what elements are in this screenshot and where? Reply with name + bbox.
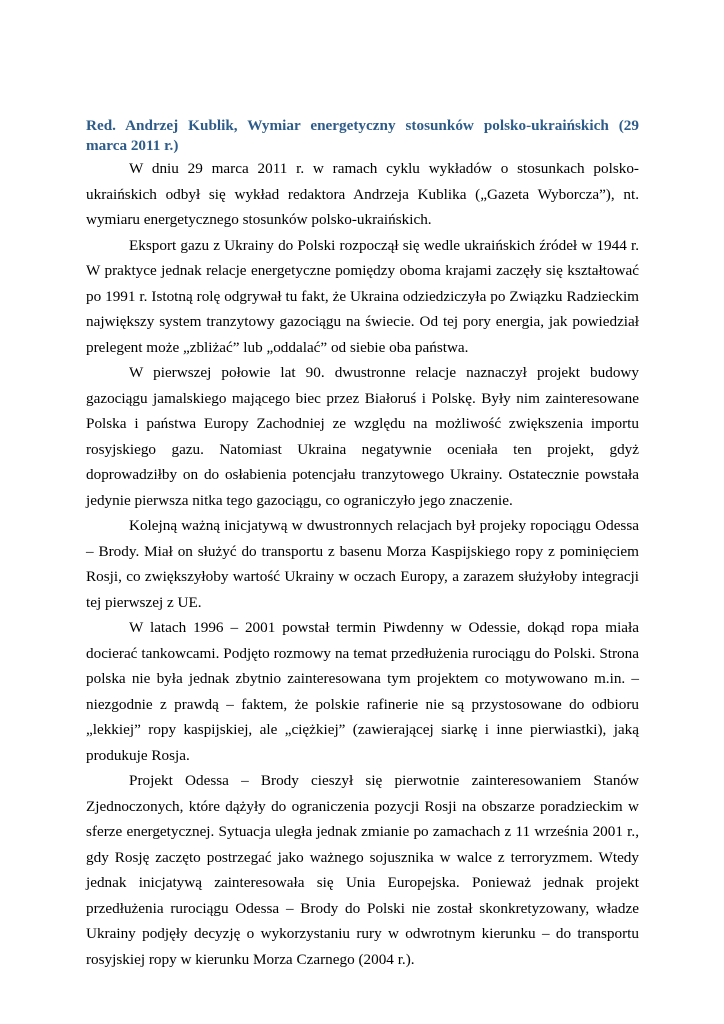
paragraph-lecture-intro: W dniu 29 marca 2011 r. w ramach cyklu wykładów o stosunkach polsko-ukraińskich odbył się wykład redaktora Andrzeja Kublika („Gazeta Wyborcza”), nt. wymiaru energetycznego stosunków polsko-ukraińskich. <box>86 160 639 228</box>
paragraph-odessa-brody: Kolejną ważną inicjatywą w dwustronnych relacjach był projeky ropociągu Odessa – Brody. Miał on służyć do transportu z basenu Morza Kaspijskiego ropy z pominięciem Rosji, co zwiększyłoby wartość Ukrainy w oczach Europy, a zarazem służyłoby integracji tej pierwszej z UE. <box>86 517 639 611</box>
paragraph-gas-export: Eksport gazu z Ukrainy do Polski rozpoczął się wedle ukraińskich źródeł w 1944 r. W praktyce jednak relacje energetyczne pomiędzy oboma krajami zaczęły się kształtować po 1991 r. Istotną rolę odgrywał tu fakt, że Ukraina odziedziczyła po Związku Radzieckim największy system tranzytowy gazociągu na świecie. Od tej pory energia, jak powiedział prelegent może „zbliżać” lub „oddalać” od siebie oba państwa. <box>86 236 639 356</box>
document-heading: Red. Andrzej Kublik, Wymiar energetyczny stosunków polsko-ukraińskich (29 marca 2011 r.) <box>86 117 639 154</box>
document-page <box>86 116 639 972</box>
paragraph-usa-eu-interest: Projekt Odessa – Brody cieszył się pierwotnie zainteresowaniem Stanów Zjednoczonych, które dążyły do ograniczenia pozycji Rosji na obszarze poradzieckim w sferze energetycznej. Sytuacja uległa jednak zmianie po zamachach z 11 września 2001 r., gdy Rosję zaczęto postrzegać jako ważnego sojusznika w walce z terroryzmem. Wtedy jednak inicjatywą zainteresowała się Unia Europejska. Ponieważ jednak projekt przedłużenia rurociągu Odessa – Brody do Polski nie został skonkretyzowany, władze Ukrainy podjęły decyzję o wykorzystaniu rury w odwrotnym kierunku – do transportu rosyjskiej ropy w kierunku Morza Czarnego (2004 r.). <box>86 772 639 968</box>
paragraph-piwdenny-terminal: W latach 1996 – 2001 powstał termin Piwdenny w Odessie, dokąd ropa miała docierać tankowcami. Podjęto rozmowy na temat przedłużenia rurociągu do Polski. Strona polska nie była jednak zbytnio zainteresowana tym projektem co motywowano m.in. – niezgodnie z prawdą – faktem, że polskie rafinerie nie są przystosowane do odbioru „lekkiej” ropy kaspijskiej, ale „ciężkiej” (zawierającej siarkę i inne pierwiastki), jaką produkuje Rosja. <box>86 619 639 764</box>
paragraph-yamal-pipeline: W pierwszej połowie lat 90. dwustronne relacje naznaczył projekt budowy gazociągu jamalskiego mającego biec przez Białoruś i Polskę. Były nim zainteresowane Polska i państwa Europy Zachodniej ze względu na możliwość zwiększenia importu rosyjskiego gazu. Natomiast Ukraina negatywnie oceniała ten projekt, gdyż doprowadziłby on do osłabienia potencjału tranzytowego Ukrainy. Ostatecznie powstała jedynie pierwsza nitka tego gazociągu, co ograniczyło jego znaczenie. <box>86 364 639 509</box>
